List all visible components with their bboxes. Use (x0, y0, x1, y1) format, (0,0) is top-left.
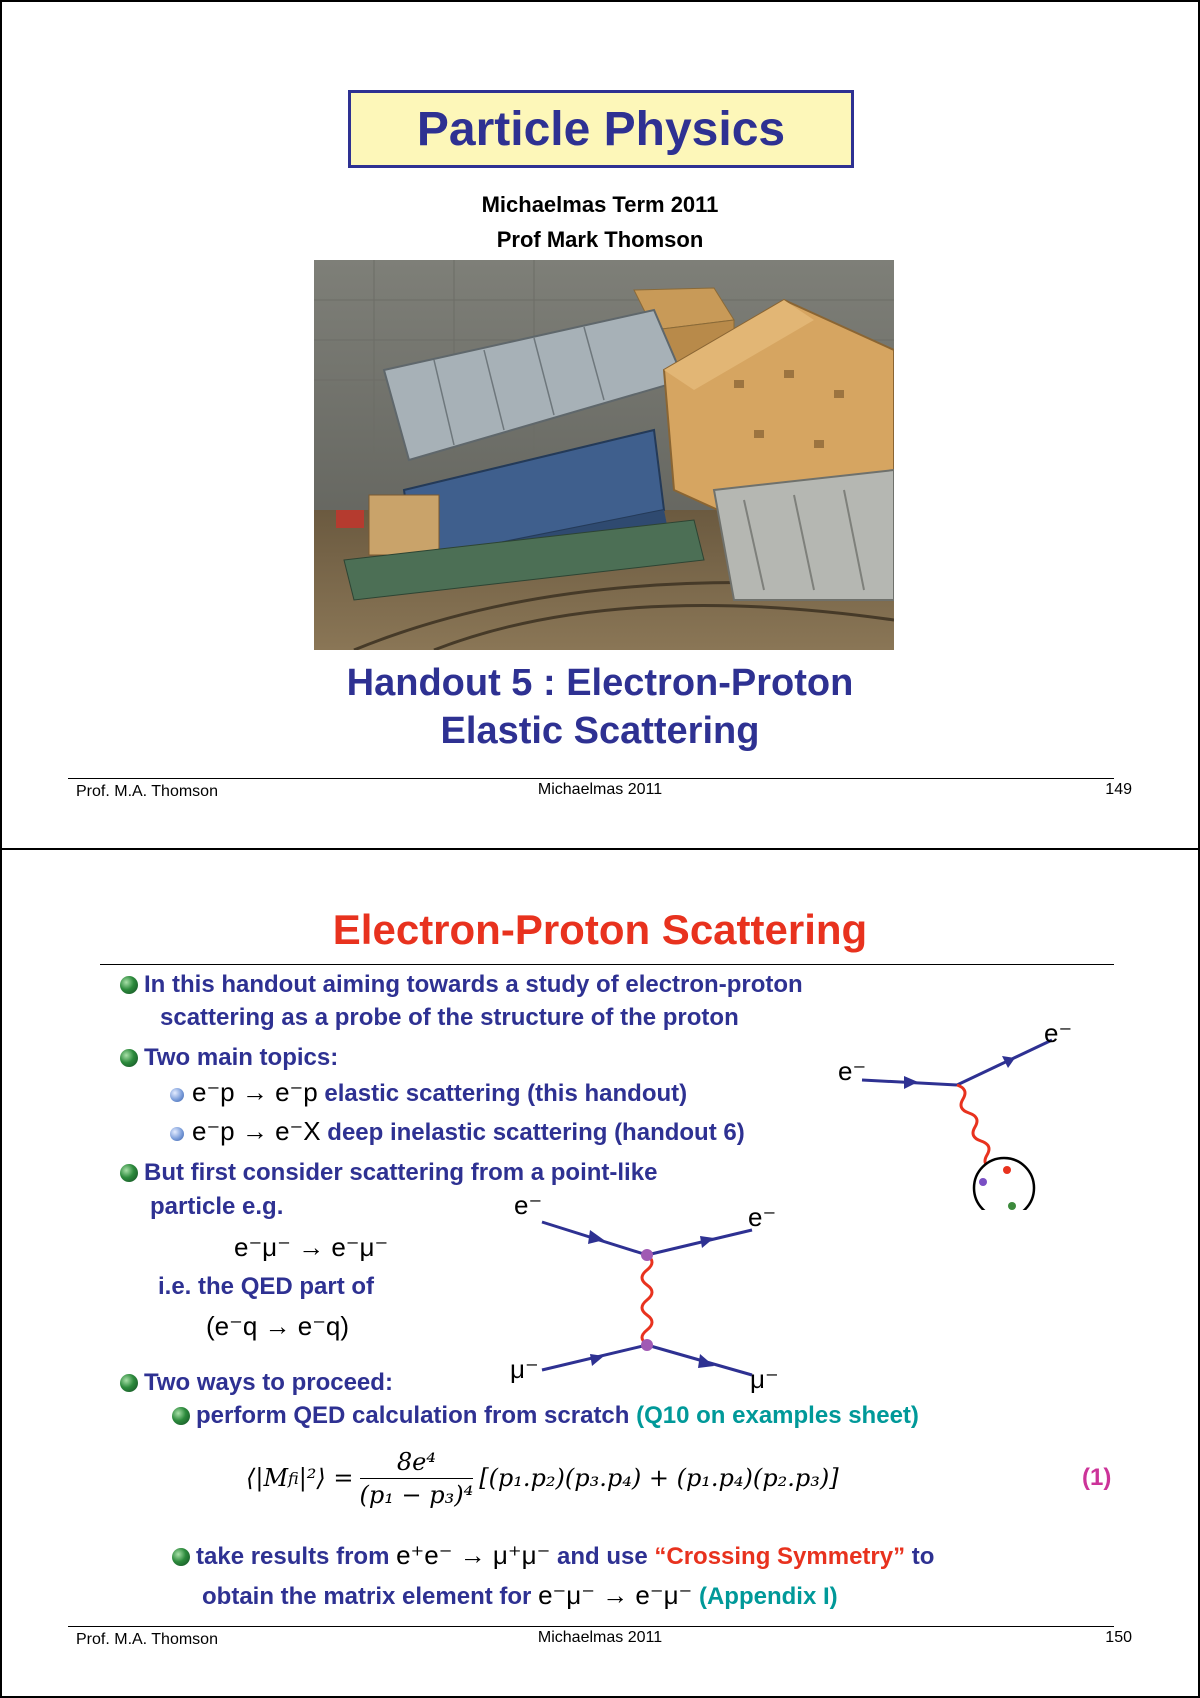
equation-fraction: $\frac{\text{8e⁴}}{\text{(p₁ − p₃)⁴}}$ (359, 1447, 474, 1509)
matrix-element-equation: ⟨|M fi |²⟩ = $\frac{\text{8e⁴}}{\text{(p₁ − p₃)⁴}}$ [(p₁.p₂)(p₃.p₄) + (p₁.p₄)(p₂.p₃)] (246, 1447, 839, 1509)
vertex-top (641, 1249, 653, 1261)
term-line: Michaelmas Term 2011 (481, 192, 719, 217)
process-emu: e⁻μ⁻ → e⁻μ⁻ (234, 1232, 389, 1262)
sub-bullet-icon (170, 1088, 184, 1102)
course-title: Particle Physics (416, 102, 786, 156)
bullet-icon (120, 1164, 138, 1182)
footer-author: Prof. M.A. Thomson (76, 1631, 218, 1648)
author-line: Prof Mark Thomson (496, 227, 704, 252)
ie-text: i.e. the QED part of (158, 1273, 375, 1300)
sub2-line1: take results from e⁺e⁻ → μ⁺μ⁻ and use “Crossing Symmetry” to (172, 1540, 934, 1571)
arrow-icon (590, 1354, 604, 1366)
sub1: perform QED calculation from scratch (Q10 on examples sheet) (172, 1402, 919, 1430)
footer-page-number: 150 (1105, 1629, 1132, 1646)
label-mu-in: μ⁻ (510, 1354, 539, 1384)
slide-title-box (348, 90, 854, 168)
title-rule (100, 964, 1114, 965)
bullet-icon (120, 1049, 138, 1067)
handout-title-line1: Handout 5 : Electron-Proton (346, 662, 854, 704)
footer-rule (68, 1626, 1114, 1627)
sub2-line2: obtain the matrix element for e⁻μ⁻ → e⁻μ⁻ (Appendix I) (202, 1580, 838, 1610)
label-e-in: e⁻ (514, 1190, 543, 1220)
bullet-icon (120, 1374, 138, 1392)
label-e-out: e⁻ (748, 1202, 777, 1232)
label-e-out-small: e⁻ (1044, 1018, 1073, 1048)
arrow-icon (698, 1354, 714, 1368)
sub-bullet-icon (172, 1407, 190, 1425)
sub-bullet-icon (172, 1548, 190, 1566)
footer-author: Prof. M.A. Thomson (76, 783, 218, 800)
footer-rule (68, 778, 1114, 779)
sub-bullet-icon (170, 1127, 184, 1141)
bullet3-line1: But first consider scattering from a point-like (120, 1159, 657, 1187)
equation-number: (1) (1082, 1464, 1112, 1491)
arrow-icon (700, 1236, 714, 1248)
topic1: e⁻p → e⁻p elastic scattering (this handout) (170, 1077, 687, 1108)
handout-title-line2: Elastic Scattering (440, 710, 760, 752)
feynman-diagram (532, 1200, 782, 1400)
footer-term: Michaelmas 2011 (537, 781, 663, 798)
footer-page-number: 149 (1105, 781, 1132, 798)
slide-title: Electron-Proton Scattering (332, 906, 868, 953)
footer-term: Michaelmas 2011 (537, 1629, 663, 1646)
bullet-icon (120, 976, 138, 994)
process-eq: (e⁻q → e⁻q) (206, 1311, 350, 1341)
slide-150 (0, 849, 1200, 1698)
topic2: e⁻p → e⁻X deep inelastic scattering (handout 6) (170, 1116, 745, 1147)
arrow-icon (904, 1076, 918, 1089)
bullet3-line2: particle e.g. (150, 1193, 284, 1220)
bullet2: Two main topics: (120, 1044, 338, 1072)
bullet1-line1: In this handout aiming towards a study of electron-proton (120, 971, 803, 999)
detector-photo (314, 260, 894, 650)
label-mu-out: μ⁻ (750, 1364, 779, 1394)
bullet4: Two ways to proceed: (120, 1369, 393, 1397)
label-e-in-small: e⁻ (838, 1056, 867, 1086)
vertex-bottom (641, 1339, 653, 1351)
bullet1-line2: scattering as a probe of the structure of the proton (160, 1004, 739, 1031)
